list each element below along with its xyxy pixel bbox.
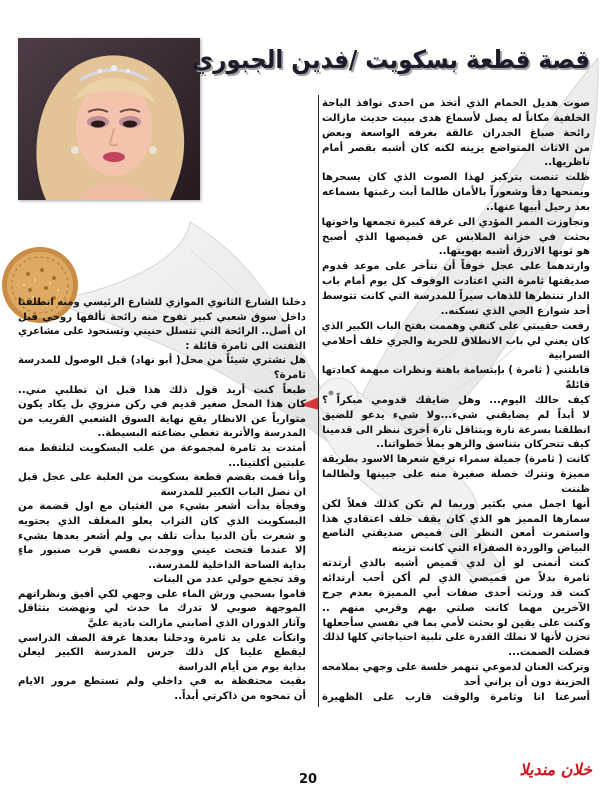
text-line: رائحة صباغ الجدران عالقة بغرفه الواسعة وبعض <box>322 127 590 139</box>
text-line: كان هذا المحل صغير قديم في ركن منزوي بل يكاد يكون <box>18 399 306 411</box>
text-column-right <box>322 97 590 706</box>
text-line: دخلنا الشارع الثانوي الموازي للشارع الرئيسي ومنه انطلقنا <box>18 297 306 308</box>
text-line: السرابية <box>548 350 590 362</box>
text-line: داخل سوق شعبي كبير تفوح منه رائحة تألفها روحي قبل <box>18 311 306 323</box>
text-line: بداية الساحة الداخلية للمدرسة.. <box>148 559 306 571</box>
text-line: الحزينة دون أن يراني أحد <box>463 676 590 688</box>
text-line: وكنت على يقين لو بحثت لأمي بما في نفسي سأجعلها <box>322 617 590 629</box>
text-line: أسرعنا انا وثامرة والوقت قارب على الظهيرة <box>322 691 590 703</box>
text-line: الموجهة صوبي لا تدرك ما حدث لي ونهضت بتثاقل <box>18 603 306 615</box>
text-line: لا أبداً لم يضايقني شيء...ولا شيء يدعو للضيق <box>322 409 590 421</box>
text-line: هو ثوبها الازرق أشبه بهويتها.. <box>438 246 590 258</box>
text-line: ثامرة؟ <box>273 369 306 381</box>
text-line: بحثت في خزانة الملابس عن قميصها الذي أصبح <box>322 231 590 243</box>
text-line: و شعرت بأن الدنيا بدأت تلف بي ولم أشعر بعدها بشيء <box>18 530 306 542</box>
text-line: بقيت محتفظة به في داخلي ولم تستطع مرور الايام <box>18 676 306 688</box>
text-column-left <box>18 296 306 705</box>
text-line: صوت هديل الحمام الذي أتخذ من احدى نوافذ الباحة <box>322 98 590 109</box>
text-line: إلا عندما فتحت عيني ووجدت نفسي قرب صنبور ماءٍ <box>18 545 306 557</box>
text-line: واتكأت على يد ثامرة ودخلنا بعدها غرفة الصف الدراسي <box>18 632 306 644</box>
text-line: بداية يوم من أيام الدراسة <box>178 661 306 673</box>
text-line: قابلتني ( ثامرة ) بإبتسامة باهتة ونظرات مبهمة كعادتها <box>322 365 590 377</box>
text-line: بعد رحيل أبيها عنها.. <box>486 201 590 213</box>
text-line: متوارياً عن الانظار يقع نهاية السوق الشعبي القريب من <box>18 413 306 425</box>
text-line: ثامرة بدلاً من قميصي الذي لم أكن أحب أرتدائه <box>322 573 590 584</box>
text-line: فضلت الصمت... <box>508 647 590 659</box>
text-line: أنها اجمل مني بكثير وربما لم تكن كذلك فعلاً لكن <box>322 498 590 510</box>
text-line: من الاثاث المتواضع يزينه لكنه كان أشبه بقصر أمام <box>322 142 590 154</box>
signature-logo: خلان منديلا <box>519 760 592 779</box>
text-line: ظننت <box>561 483 590 495</box>
text-line: البسكويت الذي كان التراب يعلو المغلف الذي يحتويه <box>18 515 306 527</box>
text-line: كيف تتحركان بتناسق والزهو يملأ خطواتنا.. <box>376 439 590 451</box>
text-line: وأنا قمت بقضم قطعة بسكويت من العلبة على عجل قبل <box>18 472 306 484</box>
column-divider <box>318 95 319 707</box>
text-line: أحد شوارع الحي الذي تسكنه.. <box>440 305 590 317</box>
text-line: وارتدهما على عجل خوفاً أن تتأخر على موعد قدوم <box>322 261 590 273</box>
text-line: تحزن لأنها لا تملك القدرة على تلبية احتياجاتي كلها لذلك <box>322 632 590 644</box>
text-line: ليقطع علينا كل ذلك جرس المدرسة الكبير ليعلن <box>18 647 306 659</box>
text-line: الخلفية مكاناً له يصل لأسماع هدى ببيت حديث مازالت <box>322 112 590 124</box>
text-line: سمارها المميز هو الذي كان يقف خلف اعتقادي هذا <box>322 513 590 525</box>
text-line: أمتدت يد ثامرة لمجموعة من علب البسكويت لتلتقط منه <box>18 442 306 454</box>
text-line: ناظريها.. <box>544 157 590 169</box>
article-title: قصة قطعة بسكويت /فدين الجبوري <box>192 45 590 74</box>
text-line: كانت ( ثامرة) جميلة سمراء ترفع شعرها الاسود بطريقة <box>322 454 590 466</box>
text-line: كنت قد ورثت أحدى صفات أبي المميزة بعدم جرح <box>322 587 590 599</box>
text-line: طبعاً كنت أريد قول ذلك هذا قبل ان تطلبي مني.. <box>18 384 306 396</box>
text-line: التفتت الى ثامرة قائلة : <box>185 340 306 352</box>
text-line: وقد تجمع حولي عدد من البنات <box>153 574 306 586</box>
text-line: قاموا بسحبي ورش الماء على وجهي لكي أفيق ونظراتهم <box>18 588 306 600</box>
text-line: البياض والوردة الصفراء التي كانت تزينه <box>391 543 590 555</box>
text-line: المدرسة والأتربة تغطي بضاعته البسيطة.. <box>97 428 306 440</box>
text-line: وفجأة بدأت أشعر بشيء من الغثيان مع اول قضمة من <box>18 501 306 513</box>
text-line: الدار تنتظرها للذهاب سيراً للمدرسة التي كانت تتوسط <box>322 290 590 302</box>
page-number: 20 <box>298 772 318 787</box>
text-line: ظلت تنصت بتركيز لهذا الصوت الذي كان يسحرها <box>322 172 590 184</box>
text-line: علبتين أكلتينا... <box>228 457 306 469</box>
text-line: كنت أتمنى لو أن لدي قميص أشبه بالذي أرتدته <box>322 558 590 570</box>
text-line: قائلةً <box>565 380 590 392</box>
text-line: الآخرين مهما كانت صلتي بهم وقربي منهم .. <box>322 602 590 614</box>
text-line: واستمرت أمعن النظر الى قميص صديقتي الناصع <box>322 528 590 540</box>
author-photo <box>18 38 200 200</box>
text-line: وآثار الدوران الذي أصابني مازالت بادية عليَّ <box>87 618 306 630</box>
text-line: كيف حالك اليوم... وهل ضايقك قدومي مبكراً ؟ <box>322 394 590 406</box>
text-line: ان أصل.. الرائحة التي تتسلل حنيني وتستحوذ على مشاعري <box>18 326 306 338</box>
text-line: مميزة وتترك خصلة صغيرة منه على جبينها ولطالما <box>322 469 590 481</box>
text-line: رفعت حقيبتي على كتفي وهممت بفتح الباب الكبير الذي <box>322 320 590 332</box>
text-line: ويمنحها دفأ وشعوراً بالأمان طالما أبت رغبتها بسماعه <box>322 187 590 199</box>
text-line: هل نشتري شيئاً من محل( أبو نهاد) قبل الوصول للمدرسة <box>18 355 306 367</box>
text-line: انطلقنا بسرعة تارة وبتثاقل تارة أخرى ننظر الى قدمينا <box>322 424 590 436</box>
text-line: وتركت العنان لدموعي تنهمر خلسة على وجهي بملامحه <box>322 662 590 674</box>
text-line: كان يعني لي باب الانطلاق للحرية والجري خلف أحلامي <box>322 335 590 347</box>
text-line: ان نصل الباب الكبير للمدرسة <box>160 486 306 498</box>
text-line: وتجاوزت الممر المؤدي الى غرفة كبيرة تجمعها واخوتها <box>322 216 590 228</box>
text-line: صديقتها ثامرة التي اعتادت الوقوف كل يوم أمام باب <box>322 276 590 288</box>
text-line: أن تمحوه من ذاكرتي أبداً.. <box>174 691 306 703</box>
